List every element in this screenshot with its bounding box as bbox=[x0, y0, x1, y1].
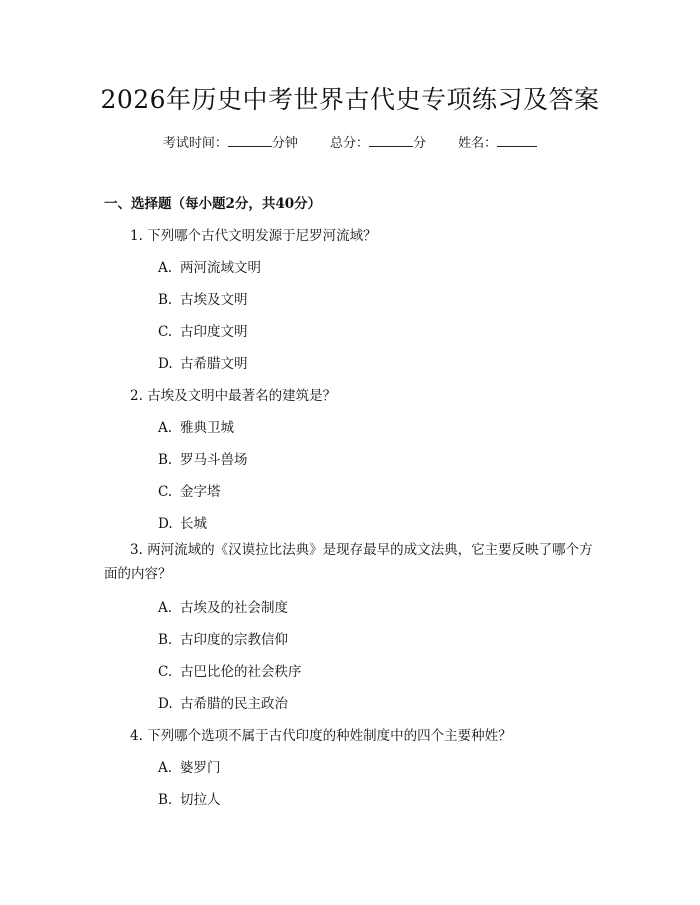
question-2: 2. 古埃及文明中最著名的建筑是？ bbox=[130, 388, 337, 404]
question-3-option-a bbox=[158, 596, 288, 616]
section-heading: 一、选择题（每小题2分，共40分） bbox=[104, 196, 322, 212]
option-text: 雅典卫城 bbox=[180, 420, 234, 436]
question-3-option-c bbox=[158, 660, 302, 680]
question-4-option-a bbox=[158, 756, 221, 776]
option-letter: A. bbox=[158, 260, 173, 276]
option-text: 古埃及文明 bbox=[180, 292, 248, 308]
option-text: 古希腊的民主政治 bbox=[180, 696, 288, 712]
student-name-field bbox=[458, 132, 537, 151]
question-2-option-d bbox=[158, 512, 207, 532]
option-letter: B. bbox=[158, 632, 173, 648]
option-text: 切拉人 bbox=[180, 792, 221, 808]
exam-time-unit: 分钟 bbox=[271, 136, 298, 151]
exam-info-line bbox=[0, 132, 700, 151]
option-text: 长城 bbox=[180, 516, 207, 532]
question-1-option-c bbox=[158, 320, 248, 340]
option-letter: B. bbox=[158, 452, 173, 468]
option-letter: C. bbox=[158, 664, 173, 680]
question-3: 3. 两河流域的《汉谟拉比法典》是现存最早的成文法典，它主要反映了哪个方面的内容？ bbox=[104, 542, 593, 582]
question-1: 1. 下列哪个古代文明发源于尼罗河流域？ bbox=[130, 228, 377, 244]
question-4: 4. 下列哪个选项不属于古代印度的种姓制度中的四个主要种姓？ bbox=[130, 728, 512, 744]
total-score-blank bbox=[369, 134, 413, 147]
total-score-unit: 分 bbox=[413, 136, 427, 151]
question-3-option-d bbox=[158, 692, 288, 712]
option-text: 两河流域文明 bbox=[180, 260, 261, 276]
question-4-option-b bbox=[158, 788, 221, 808]
option-letter: C. bbox=[158, 324, 173, 340]
total-score-label: 总分： bbox=[329, 136, 369, 151]
student-name-blank bbox=[497, 134, 537, 147]
question-2-option-b bbox=[158, 448, 248, 468]
option-text: 古希腊文明 bbox=[180, 356, 248, 372]
question-1-option-b bbox=[158, 288, 248, 308]
option-text: 古印度的宗教信仰 bbox=[180, 632, 288, 648]
option-text: 金字塔 bbox=[180, 484, 221, 500]
option-letter: D. bbox=[158, 696, 173, 712]
document-title: 2026年历史中考世界古代史专项练习及答案 bbox=[100, 85, 600, 114]
option-letter: A. bbox=[158, 760, 173, 776]
option-letter: B. bbox=[158, 292, 173, 308]
question-2-option-a bbox=[158, 416, 234, 436]
question-1-option-d bbox=[158, 352, 248, 372]
option-text: 古巴比伦的社会秩序 bbox=[180, 664, 302, 680]
total-score-field bbox=[330, 132, 426, 151]
option-letter: B. bbox=[158, 792, 173, 808]
exam-time-label: 考试时间： bbox=[162, 136, 228, 151]
option-letter: D. bbox=[158, 516, 173, 532]
option-letter: A. bbox=[158, 420, 173, 436]
option-text: 古埃及的社会制度 bbox=[180, 600, 288, 616]
exam-time-field bbox=[163, 132, 298, 151]
option-text: 罗马斗兽场 bbox=[180, 452, 248, 468]
option-letter: D. bbox=[158, 356, 173, 372]
option-letter: A. bbox=[158, 600, 173, 616]
question-1-option-a bbox=[158, 256, 261, 276]
question-2-option-c bbox=[158, 480, 221, 500]
option-text: 婆罗门 bbox=[180, 760, 221, 776]
option-text: 古印度文明 bbox=[180, 324, 248, 340]
exam-time-blank bbox=[228, 134, 272, 147]
question-3-option-b bbox=[158, 628, 288, 648]
student-name-label: 姓名： bbox=[458, 136, 498, 151]
option-letter: C. bbox=[158, 484, 173, 500]
